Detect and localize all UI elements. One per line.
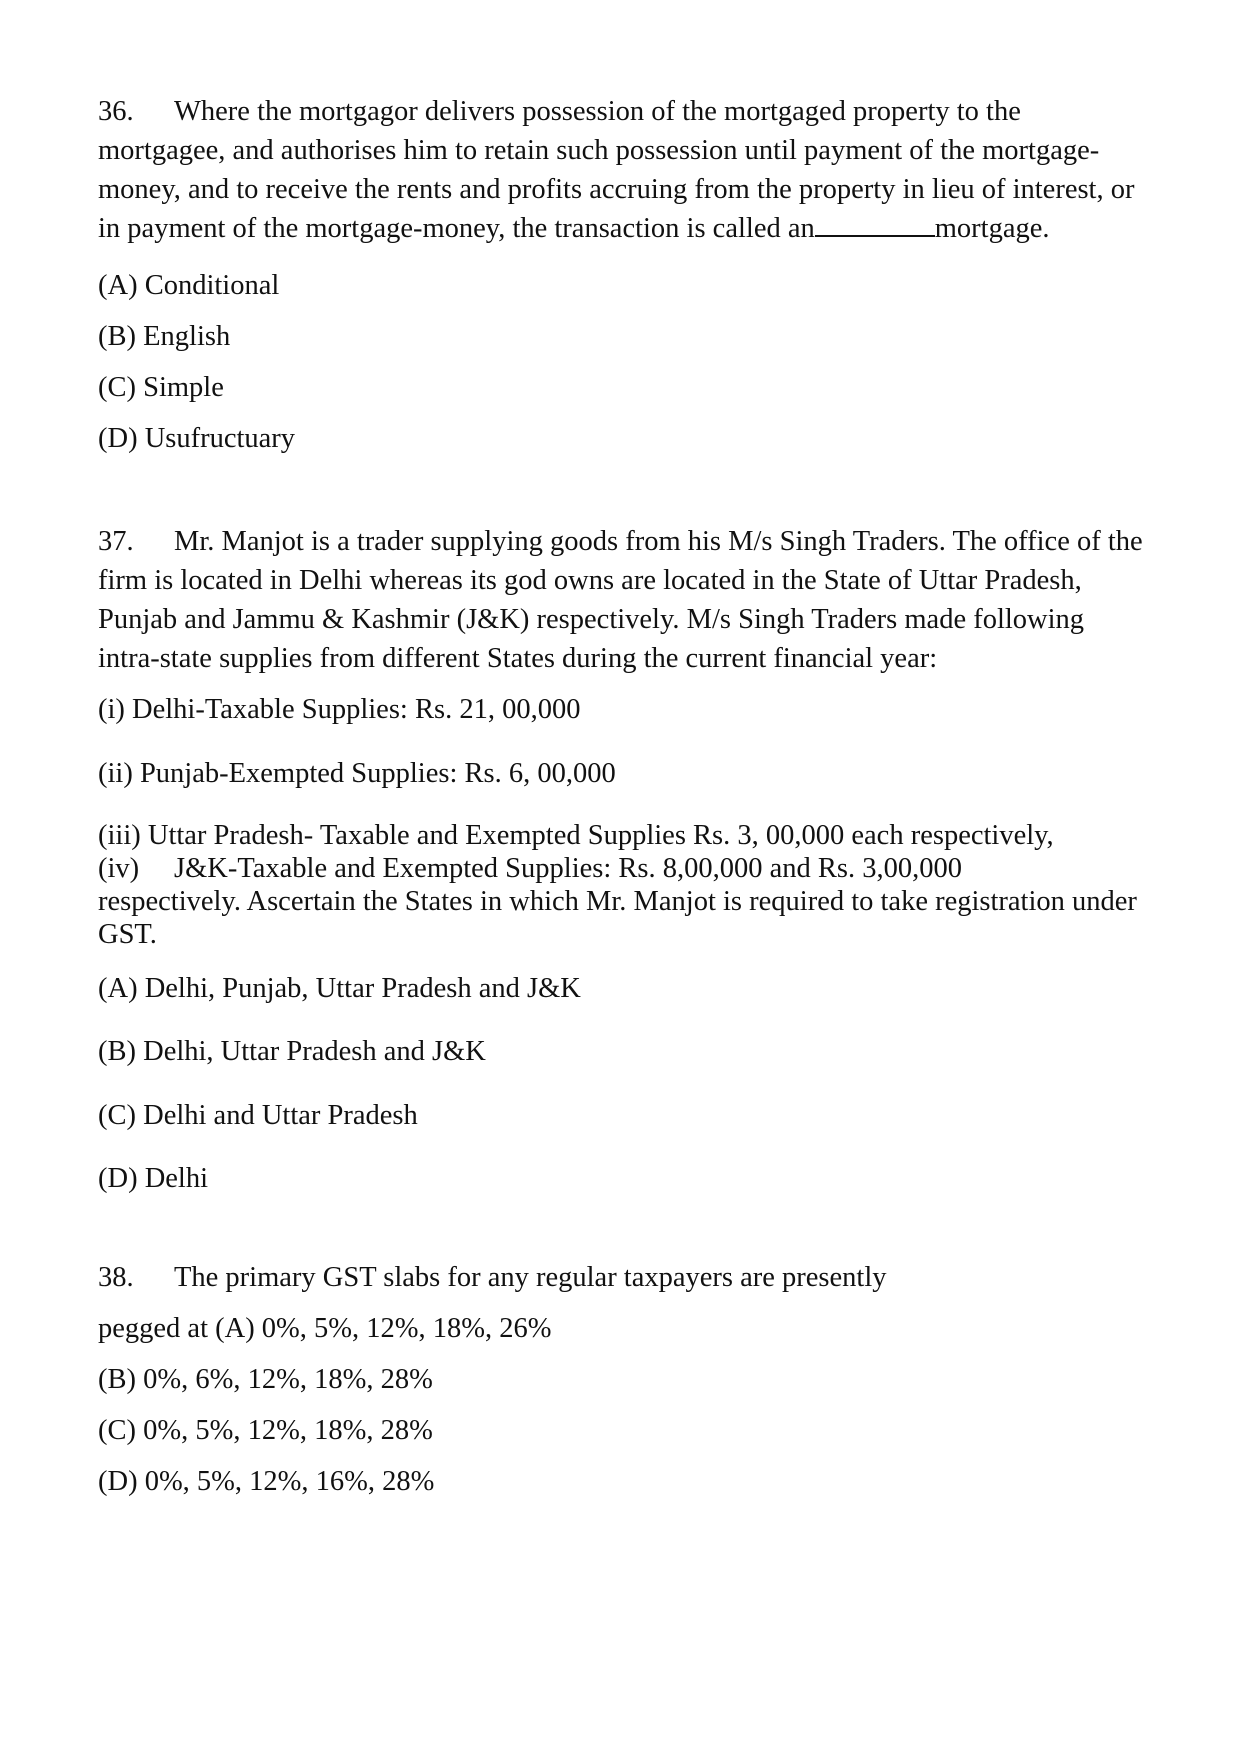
question-38-stem-line1 [98, 1260, 887, 1296]
question-37-stem [98, 522, 1148, 678]
q36-option-a: (A) Conditional [98, 270, 280, 301]
question-36-text-end: mortgage. [934, 213, 1050, 244]
q37-item-i: (i) Delhi-Taxable Supplies: Rs. 21, 00,000 [98, 694, 581, 725]
question-36-number: 36. [98, 96, 134, 127]
q38-option-c: (C) 0%, 5%, 12%, 18%, 28% [98, 1415, 433, 1446]
question-38-number: 38. [98, 1262, 134, 1293]
question-37-number: 37. [98, 526, 134, 557]
question-38-text: The primary GST slabs for any regular taxpayers are presently [174, 1262, 887, 1293]
question-37-text: Mr. Manjot is a trader supplying goods from his M/s Singh Traders. The office of the firm is located in Delhi whereas its god owns are located in the State of Uttar Pradesh, Punjab and Jammu & Kashmir (J&K) respectively. M/s Singh Traders made following intra-state supplies from different States during the current financial year: [98, 526, 1143, 674]
q36-option-d: (D) Usufructuary [98, 423, 296, 454]
question-38-stem-line2: pegged at (A) 0%, 5%, 12%, 18%, 26% [98, 1313, 552, 1344]
q38-option-d: (D) 0%, 5%, 12%, 16%, 28% [98, 1466, 435, 1497]
q37-item-ii: (ii) Punjab-Exempted Supplies: Rs. 6, 00,000 [98, 758, 616, 789]
q37-item-iv-label: (iv) [98, 853, 140, 884]
q37-option-a: (A) Delhi, Punjab, Uttar Pradesh and J&K [98, 973, 581, 1004]
q37-option-b: (B) Delhi, Uttar Pradesh and J&K [98, 1036, 486, 1067]
question-36-stem [98, 92, 1148, 248]
q36-option-c: (C) Simple [98, 372, 224, 403]
q37-closing: respectively. Ascertain the States in which Mr. Manjot is required to take registration under GST. [98, 886, 1137, 950]
q37-item-iv-text: J&K-Taxable and Exempted Supplies: Rs. 8,00,000 and Rs. 3,00,000 [174, 853, 963, 884]
q37-option-d: (D) Delhi [98, 1163, 209, 1194]
q36-option-b: (B) English [98, 321, 231, 352]
question-36-text: Where the mortgagor delivers possession of the mortgaged property to the mortgagee, and authorises him to retain such possession until payment of the mortgage-money, and to receive the rents and profits accruing from the property in lieu of interest, or in payment of the mortgage-money, the transaction is called an [98, 96, 1135, 244]
q37-option-c: (C) Delhi and Uttar Pradesh [98, 1100, 418, 1131]
q38-option-b: (B) 0%, 6%, 12%, 18%, 28% [98, 1364, 433, 1395]
q37-item-iii: (iii) Uttar Pradesh- Taxable and Exempted Supplies Rs. 3, 00,000 each respectively, [98, 820, 1054, 851]
q37-item-iv [98, 852, 962, 885]
answer-blank [815, 211, 935, 237]
